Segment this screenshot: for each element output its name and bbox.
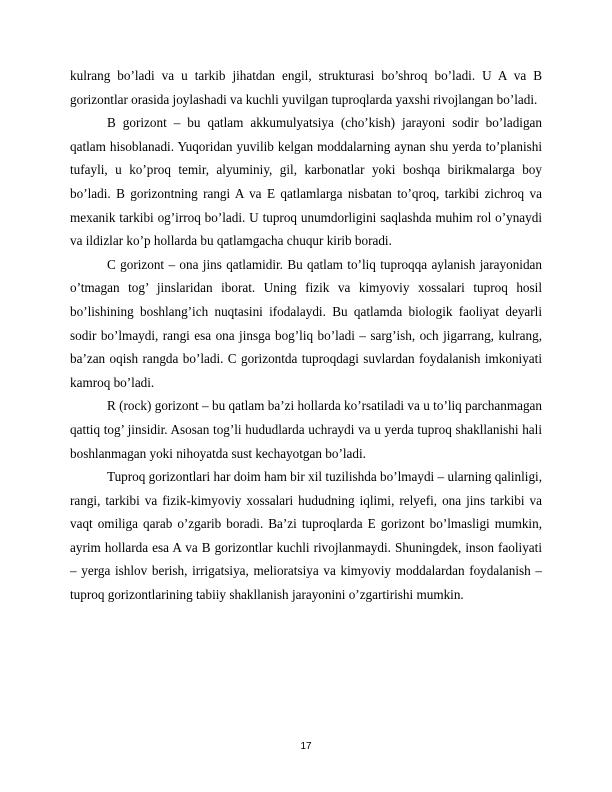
page-number: 17 [300, 741, 312, 752]
paragraph-continuation: kulrang bo’ladi va u tarkib jihatdan engil, strukturasi bo’shroq bo’ladi. U A va B gorizontlar orasida joylashadi va kuchli yuvilgan tuproqlarda yaxshi rivojlangan bo’ladi. [70, 68, 542, 107]
paragraph-r-horizon: R (rock) gorizont – bu qatlam ba’zi hollarda ko’rsatiladi va u to’liq parchanmagan qattiq tog’ jinsidir. Asosan tog’li hududlarda uchraydi va u yerda tuproq shakllanishi hali boshlanmagan yoki nihoyatda sust kechayotgan bo’ladi. [70, 398, 542, 461]
document-body [70, 64, 542, 607]
paragraph-c-horizon: C gorizont – ona jins qatlamidir. Bu qatlam to’liq tuproqqa aylanish jarayonidan o’tmagan tog’ jinslaridan iborat. Uning fizik va kimyoviy xossalari tuproq hosil bo’lishining boshlang’ich nuqtasini ifodalaydi. Bu qatlamda biologik faoliyat deyarli sodir bo’lmaydi, rangi esa ona jinsga bog’liq bo’ladi – sarg’ish, och jigarrang, kulrang, ba’zan oqish rangda bo’ladi. C gorizontda tuproqdagi suvlardan foydalanish imkoniyati kamroq bo’ladi. [70, 256, 542, 390]
paragraph-horizon-variability: Tuproq gorizontlari har doim ham bir xil tuzilishda bo’lmaydi – ularning qalinligi, rangi, tarkibi va fizik-kimyoviy xossalari hududning iqlimi, relyefi, ona jins tarkibi va vaqt omiliga qarab o’zgarib boradi. Ba’zi tuproqlarda E gorizont bo’lmasligi mumkin, ayrim hollarda esa A va B gorizontlar kuchli rivojlanmaydi. Shuningdek, inson faoliyati – yerga ishlov berish, irrigatsiya, melioratsiya va kimyoviy moddalardan foydalanish – tuproq gorizontlarining tabiiy shakllanish jarayonini o’zgartirishi mumkin. [70, 469, 542, 603]
paragraph-b-horizon: B gorizont – bu qatlam akkumulyatsiya (cho’kish) jarayoni sodir bo’ladigan qatlam hisoblanadi. Yuqoridan yuvilib kelgan moddalarning aynan shu yerda to’planishi tufayli, u ko’proq temir, alyuminiy, gil, karbonatlar yoki boshqa birikmalarga boy bo’ladi. B gorizontning rangi A va E qatlamlarga nisbatan to’qroq, tarkibi zichroq va mexanik tarkibi og’irroq bo’ladi. U tuproq unumdorligini saqlashda muhim rol o’ynaydi va ildizlar ko’p hollarda bu qatlamgacha chuqur kirib boradi. [70, 115, 542, 249]
